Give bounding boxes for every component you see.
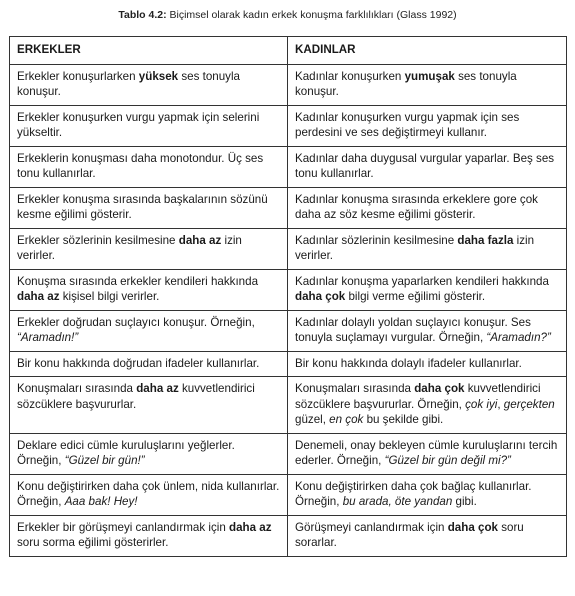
- cell-text: Erkekler doğrudan suçlayıcı konuşur. Örneğin,: [17, 315, 255, 329]
- kadinlar-cell: [288, 433, 567, 474]
- cell-text: Denemeli, onay bekleyen cümle kuruluşlarını tercih ederler. Örneğin,: [295, 438, 558, 467]
- cell-text: “Aramadın?”: [486, 331, 551, 344]
- cell-text: izin verirler.: [295, 233, 535, 262]
- cell-text: daha fazla: [457, 233, 514, 247]
- cell-text: Erkeklerin konuşması daha monotondur. Üç ses tonu kullanırlar.: [17, 151, 264, 180]
- cell-text: gibi.: [452, 495, 477, 508]
- table-row: [10, 474, 567, 515]
- cell-text: Konuşma sırasında erkekler kendileri hakkında: [17, 274, 259, 288]
- kadinlar-cell: [288, 269, 567, 310]
- cell-text: gerçekten: [503, 397, 555, 411]
- erkekler-cell: [10, 351, 288, 377]
- cell-text: Deklare edici cümle kuruluşlarını yeğlerler. Örneğin,: [17, 438, 235, 467]
- cell-text: Konu değiştirirken daha çok ünlem, nida kullanırlar. Örneğin,: [17, 479, 280, 508]
- kadinlar-cell: [288, 146, 567, 187]
- cell-text: “Aramadın!”: [17, 331, 79, 344]
- table-row: [10, 228, 567, 269]
- header-row: [10, 37, 567, 65]
- table-caption: [0, 9, 575, 21]
- cell-text: Erkekler sözlerinin kesilmesine: [17, 233, 179, 247]
- cell-text: Konuşmaları sırasında: [17, 382, 137, 395]
- cell-text: çok iyi: [465, 397, 498, 411]
- cell-text: daha az: [136, 382, 179, 395]
- table-row: [10, 515, 567, 556]
- column-header-erkekler: ERKEKLER: [10, 37, 288, 65]
- cell-text: soru sorarlar.: [295, 520, 524, 549]
- erkekler-cell: [10, 269, 288, 310]
- kadinlar-cell: [288, 474, 567, 515]
- cell-text: bilgi verme eğilimi gösterir.: [345, 290, 486, 303]
- cell-text: kuvvetlendirici sözcüklere başvururlar.: [17, 382, 255, 411]
- table-row: [10, 377, 567, 434]
- cell-text: daha az: [17, 290, 60, 303]
- table-row: [10, 146, 567, 187]
- kadinlar-cell: [288, 351, 567, 377]
- cell-text: Kadınlar sözlerinin kesilmesine: [295, 233, 458, 247]
- cell-text: Erkekler bir görüşmeyi canlandırmak için: [17, 520, 229, 534]
- table-row: [10, 187, 567, 228]
- erkekler-cell: [10, 228, 288, 269]
- cell-text: Aaa bak! Hey!: [64, 495, 138, 508]
- table-row: [10, 433, 567, 474]
- cell-text: Konuşmaları sırasında: [295, 382, 415, 395]
- kadinlar-cell: [288, 64, 567, 105]
- cell-text: Kadınlar dolaylı yoldan suçlayıcı konuşur. Ses tonuyla suçlamayı vurgular. Örneğin,: [295, 315, 531, 344]
- erkekler-cell: [10, 377, 288, 434]
- erkekler-cell: [10, 433, 288, 474]
- cell-text: daha çok: [295, 290, 346, 303]
- kadinlar-cell: [288, 228, 567, 269]
- erkekler-cell: [10, 105, 288, 146]
- cell-text: Kadınlar konuşma sırasında erkeklere gore çok daha az söz kesme eğilimi gösterir.: [295, 192, 538, 221]
- cell-text: daha az: [178, 233, 222, 247]
- caption-text: Biçimsel olarak kadın erkek konuşma farklılıkları (Glass 1992): [166, 9, 457, 21]
- cell-text: bu arada, öte yandan: [342, 495, 453, 508]
- kadinlar-cell: [288, 187, 567, 228]
- erkekler-cell: [10, 64, 288, 105]
- cell-text: daha çok: [414, 382, 465, 395]
- cell-text: ,: [497, 397, 504, 411]
- cell-text: yumuşak: [404, 69, 455, 83]
- table-row: [10, 64, 567, 105]
- erkekler-cell: [10, 310, 288, 351]
- cell-text: Görüşmeyi canlandırmak için: [295, 520, 448, 534]
- cell-text: Konu değiştirirken daha çok bağlaç kullanırlar. Örneğin,: [295, 479, 532, 508]
- cell-text: ses tonuyla konuşur.: [17, 69, 240, 98]
- kadinlar-cell: [288, 105, 567, 146]
- cell-text: daha çok: [447, 520, 498, 534]
- comparison-table: [9, 36, 567, 557]
- caption-label: Tablo 4.2:: [118, 9, 167, 21]
- table-body: [10, 64, 567, 556]
- cell-text: kişisel bilgi verirler.: [59, 290, 160, 303]
- cell-text: güzel,: [295, 413, 330, 426]
- cell-text: en çok: [329, 413, 364, 426]
- kadinlar-cell: [288, 310, 567, 351]
- cell-text: Kadınlar konuşma yaparlarken kendileri hakkında: [295, 274, 549, 288]
- erkekler-cell: [10, 146, 288, 187]
- table-row: [10, 351, 567, 377]
- table-row: [10, 105, 567, 146]
- cell-text: Erkekler konuşurken vurgu yapmak için selerini yükseltir.: [17, 110, 260, 139]
- erkekler-cell: [10, 474, 288, 515]
- column-header-kadinlar: KADINLAR: [288, 37, 567, 65]
- cell-text: izin verirler.: [17, 233, 242, 262]
- erkekler-cell: [10, 515, 288, 556]
- cell-text: bu şekilde gibi.: [363, 413, 444, 426]
- erkekler-cell: [10, 187, 288, 228]
- cell-text: soru sorma eğilimi gösterirler.: [17, 536, 169, 549]
- cell-text: “Güzel bir gün!”: [64, 454, 145, 467]
- cell-text: kuvvetlendirici sözcüklere başvururlar. Örneğin,: [295, 382, 541, 411]
- cell-text: ses tonuyla konuşur.: [295, 69, 517, 98]
- cell-text: yüksek: [138, 69, 179, 83]
- table-row: [10, 269, 567, 310]
- cell-text: Kadınlar konuşurken vurgu yapmak için ses perdesini ve ses değiştirmeyi kullanır.: [295, 110, 520, 139]
- kadinlar-cell: [288, 377, 567, 434]
- cell-text: Kadınlar konuşurken: [295, 69, 405, 83]
- cell-text: Bir konu hakkında doğrudan ifadeler kullanırlar.: [17, 356, 260, 370]
- cell-text: Erkekler konuşma sırasında başkalarının sözünü kesme eğilimi gösterir.: [17, 192, 268, 221]
- cell-text: “Güzel bir gün değil mi?”: [384, 454, 511, 467]
- cell-text: Erkekler konuşurlarken: [17, 69, 139, 83]
- cell-text: Bir konu hakkında dolaylı ifadeler kullanırlar.: [295, 356, 522, 370]
- cell-text: daha az: [228, 520, 272, 534]
- cell-text: Kadınlar daha duygusal vurgular yaparlar. Beş ses tonu kullanırlar.: [295, 151, 555, 180]
- kadinlar-cell: [288, 515, 567, 556]
- table-row: [10, 310, 567, 351]
